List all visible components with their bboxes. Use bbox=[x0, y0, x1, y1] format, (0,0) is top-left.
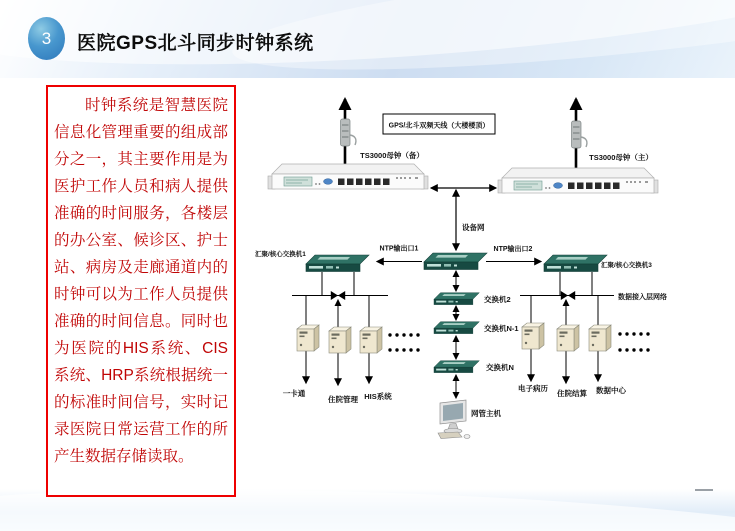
host-tower-inpatient-mgmt bbox=[329, 327, 351, 353]
access-net-label: 数据接入层网络 bbox=[618, 294, 667, 301]
core-switch-1 bbox=[306, 255, 369, 272]
clock-server-backup bbox=[268, 164, 428, 189]
switch-n1-label: 交换机N-1 bbox=[484, 324, 519, 333]
page-title: 医院GPS北斗同步时钟系统 bbox=[77, 33, 314, 54]
ellipsis-dots-left bbox=[388, 333, 419, 351]
left-host-label-3: HIS系统 bbox=[364, 392, 392, 401]
device-net-label: 设备网 bbox=[462, 223, 485, 232]
host-tower-billing bbox=[557, 325, 579, 351]
host-tower-his bbox=[360, 327, 382, 353]
device-net-switch bbox=[424, 253, 487, 270]
antenna-box-label: GPS/北斗双频天线（大楼楼顶） bbox=[388, 122, 490, 130]
switch-2 bbox=[434, 293, 479, 305]
switch-n-label: 交换机N bbox=[486, 363, 514, 372]
intro-paragraph: 时钟系统是智慧医院信息化管理重要的组成部分之一，其主要作用是为医护工作人员和病人提供准确的时间服务，各楼层的办公室、候诊区、护士站、病房及走廊通道内的时钟可以为工作人员提供准确的时间信息。同时也为医院的HIS系统、CIS系统、HRP系统根据统一的标准时间信号，实时记录医院日常运营工作的所产生数据存储读取。 bbox=[54, 97, 228, 465]
nms-host-label: 网管主机 bbox=[471, 409, 501, 418]
core-switch-3 bbox=[544, 255, 607, 272]
host-tower-emr bbox=[522, 323, 544, 349]
right-host-label-1: 电子病历 bbox=[518, 384, 548, 393]
host-tower-onecard bbox=[297, 325, 319, 351]
right-bus-junction-icon bbox=[561, 291, 575, 300]
footer-line bbox=[695, 489, 713, 491]
antenna-callout-box bbox=[383, 114, 495, 134]
left-bus-junction-icon bbox=[331, 291, 345, 300]
ellipsis-dots-right bbox=[618, 332, 649, 351]
right-host-label-3: 数据中心 bbox=[596, 386, 626, 395]
slide-number: 3 bbox=[41, 28, 52, 48]
core-switch1-label: 汇聚/核心交换机1 bbox=[255, 251, 306, 258]
clock-main-label: TS3000母钟（主） bbox=[589, 153, 653, 162]
switch-n-1 bbox=[434, 322, 479, 334]
clock-server-main bbox=[498, 168, 658, 193]
ntp-out2-label: NTP输出口2 bbox=[493, 246, 533, 253]
ntp-out1-label: NTP输出口1 bbox=[379, 245, 419, 253]
switch2-label: 交换机2 bbox=[484, 295, 511, 304]
clock-backup-label: TS3000母钟（备） bbox=[360, 151, 424, 160]
nms-host-computer bbox=[438, 400, 470, 439]
antenna-link-backup bbox=[341, 99, 356, 164]
core-switch3-label: 汇聚/核心交换机3 bbox=[601, 262, 652, 269]
host-tower-datacenter bbox=[589, 325, 611, 351]
switch-n bbox=[434, 361, 479, 373]
left-host-label-2: 住院管理 bbox=[328, 395, 358, 404]
antenna-link-main bbox=[572, 99, 587, 168]
right-host-label-2: 住院结算 bbox=[557, 389, 587, 398]
left-host-label-1: 一卡通 bbox=[282, 389, 306, 398]
